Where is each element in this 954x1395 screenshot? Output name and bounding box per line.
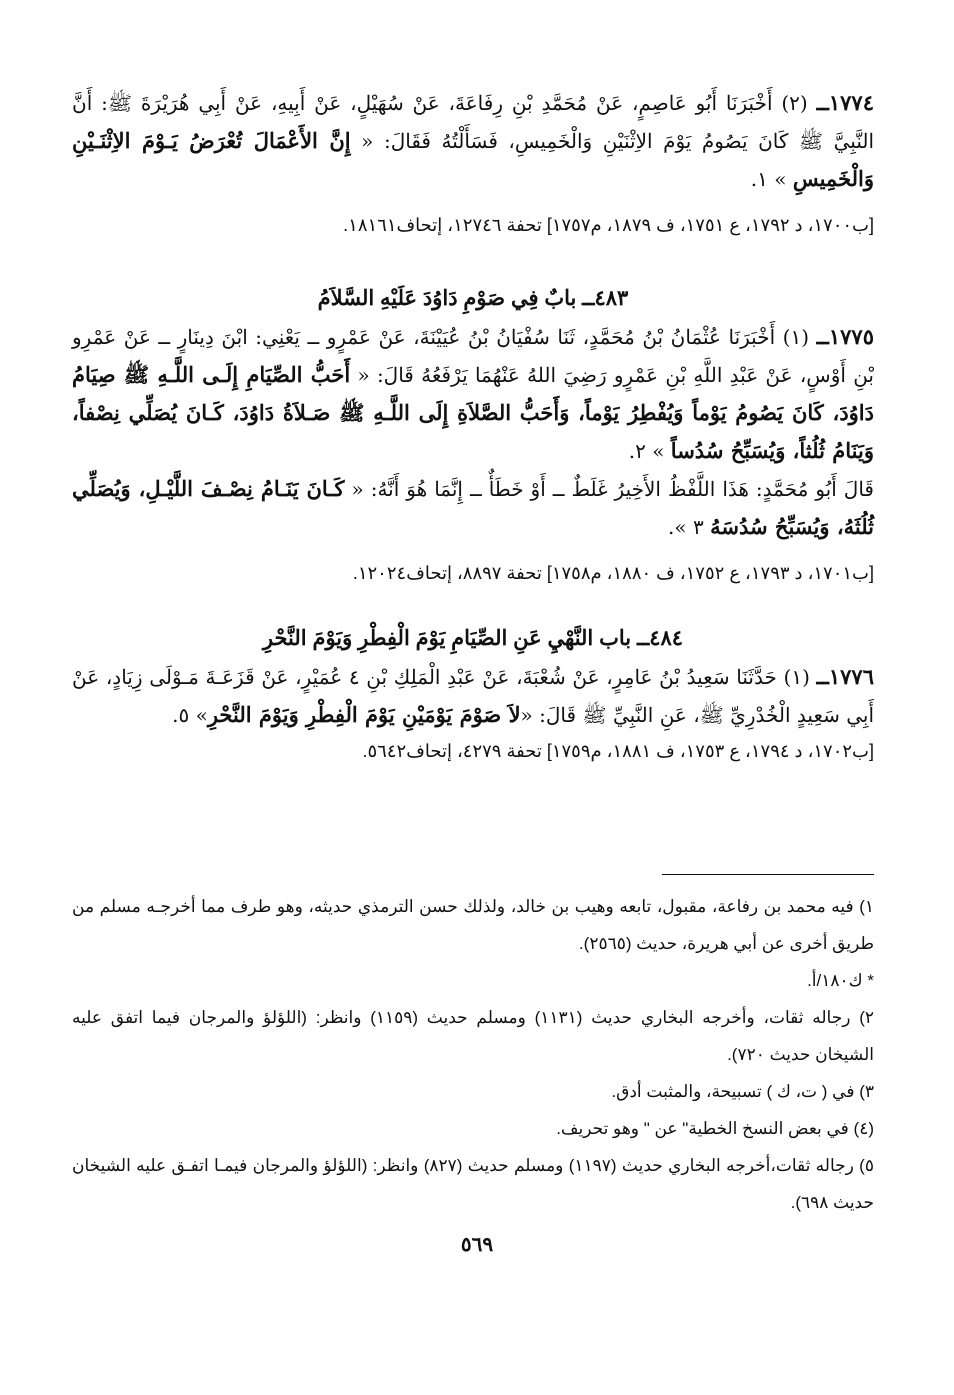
comment-text-end: ٣ ». — [668, 515, 711, 539]
hadith-matn: أَحَبُّ الصِّيَامِ إِلَـى اللَّـهِ ﷺ صِيَامُ دَاوُدَ، كَانَ يَصُومُ يَوْماً وَيُفْطِرُ يَوْماً، وَأَحَبُّ الصَّلاَةِ إِلَى اللَّـهِ ﷺ صَـلاَةُ دَاوُدَ، كَـانَ يُصَلِّي نِصْفاً، وَيَنَامُ ثُلُثاً، وَيُسَبِّحُ سُدُساً — [72, 362, 874, 463]
hadith-text-end: » ١. — [750, 167, 793, 191]
hadith-1775-comment — [72, 470, 874, 546]
footnote-3: ٣) في ( ت، ك ) تسبيحة، والمثبت أدق. — [611, 1082, 874, 1101]
comment-matn: كَـانَ يَنَـامُ نِصْـفَ اللَّيْـلِ، وَيُصَلِّي ثُلُثَهُ، وَيُسَبِّحُ سُدُسَهُ — [72, 476, 874, 539]
hadith-matn: لاَ صَوْمَ يَوْمَيْنِ يَوْمَ الْفِطْرِ وَيَوْمَ النَّحْرِ — [207, 702, 521, 727]
footnote-1: ١) فيه محمد بن رفاعة، مقبول، تابعه وهيب بن خالد، ولذلك حسن الترمذي حديثه، وهو طرف مما أخرجـه مسلم من طريق أخرى عن أبي هريرة، حديث (٢٥٦٥). — [72, 897, 874, 953]
footnote-2: ٢) رجاله ثقات، وأخرجه البخاري حديث (١١٣١) ومسلم حديث (١١٥٩) وانظر: (اللؤلؤ والمرجان فيما اتفق عليه الشيخان حديث ٧٢٠). — [72, 1008, 874, 1064]
footnotes — [72, 888, 874, 1221]
hadith-text-end: » ٥. — [172, 703, 208, 727]
hadith-reference: [ب١٧٠١، د ١٧٩٣، ع ١٧٥٢، ف ١٨٨٠، م١٧٥٨] تحفة ٨٨٩٧، إتحاف١٢٠٢٤. — [352, 563, 874, 583]
hadith-matn: إِنَّ الأَعْمَالَ تُعْرَضُ يَـوْمَ الاِثْنَـيْنِ وَالْخَمِيسِ — [72, 128, 874, 191]
hadith-number: ١٧٧٦ــ — [816, 664, 874, 689]
hadith-text: (١) أَخْبَرَنَا عُثْمَانُ بْنُ مُحَمَّدٍ، ثَنَا سُفْيَانُ بْنُ عُيَيْنَةَ، عَنْ عَمْرٍو ــ يَعْنِي: ابْنَ دِينَارٍ ــ عَنْ عَمْرِو بْنِ أَوْسٍ، عَنْ عَبْدِ اللَّهِ بْنِ عَمْرٍو رَضِيَ اللهُ عَنْهُمَا يَرْفَعُهُ قَالَ: « — [72, 325, 874, 387]
footnote-separator — [662, 874, 874, 875]
main-text — [72, 84, 874, 768]
hadith-number: ١٧٧٤ــ — [816, 90, 874, 115]
hadith-text: (١) حَدَّثَنَا سَعِيدُ بْنُ عَامِرٍ، عَنْ شُعْبَةَ، عَنْ عَبْدِ الْمَلِكِ بْنِ ٤ عُمَيْرٍ، عَنْ قَزَعَـةَ مَـوْلَى زِيَادٍ، عَنْ أَبِي سَعِيدٍ الْخُدْرِيِّ ﷺ، عَنِ النَّبِيِّ ﷺ قَالَ: « — [72, 665, 874, 727]
chapter-heading-484: ٤٨٤ــ باب النَّهْيِ عَنِ الصِّيَامِ يَوْمَ الْفِطْرِ وَيَوْمَ النَّحْرِ — [262, 627, 684, 650]
hadith-1776 — [72, 658, 874, 734]
hadith-reference: [ب١٧٠٢، د ١٧٩٤، ع ١٧٥٣، ف ١٨٨١، م١٧٥٩] تحفة ٤٢٧٩، إتحاف٥٦٤٢. — [362, 741, 874, 761]
hadith-text: (٢) أَخْبَرَنَا أَبُو عَاصِمٍ، عَنْ مُحَمَّدِ بْنِ رِفَاعَةَ، عَنْ سُهَيْلٍ، عَنْ أَبِيهِ، عَنْ أَبِي هُرَيْرَةَ ﷺ: أَنَّ النَّبِيَّ ﷺ كَانَ يَصُومُ يَوْمَ الاِثْنَيْنِ وَالْخَمِيسِ، فَسَأَلْتُهُ فَقَالَ: « — [72, 91, 875, 153]
hadith-number: ١٧٧٥ــ — [816, 324, 874, 349]
page-number: ٥٦٩ — [460, 1234, 494, 1256]
hadith-1775 — [72, 318, 874, 470]
comment-text: قَالَ أَبُو مُحَمَّدٍ: هَذَا اللَّفْظُ الأَخِيرُ غَلَطٌ ــ أَوْ خَطَأٌ ــ إِنَّمَا هُوَ أَنَّهُ: « — [344, 477, 874, 501]
hadith-text-end: » ٢. — [628, 439, 671, 463]
chapter-heading-483: ٤٨٣ــ بابٌ فِي صَوْمِ دَاوُدَ عَلَيْهِ السَّلاَمُ — [317, 287, 629, 310]
footnote-star: * ك١٨٠/أ. — [807, 971, 874, 990]
footnote-4: (٤) في بعض النسخ الخطية" عن " وهو تحريف. — [556, 1119, 874, 1138]
footnote-5: ٥) رجاله ثقات،أخرجه البخاري حديث (١١٩٧) ومسلم حديث (٨٢٧) وانظر: (اللؤلؤ والمرجان فيمـا اتفـق عليه الشيخان حديث ٦٩٨). — [72, 1156, 874, 1212]
hadith-reference: [ب١٧٠٠، د ١٧٩٢، ع ١٧٥١، ف ١٨٧٩، م١٧٥٧] تحفة ١٢٧٤٦، إتحاف١٨١٦١. — [343, 215, 874, 235]
hadith-1774 — [72, 84, 874, 198]
